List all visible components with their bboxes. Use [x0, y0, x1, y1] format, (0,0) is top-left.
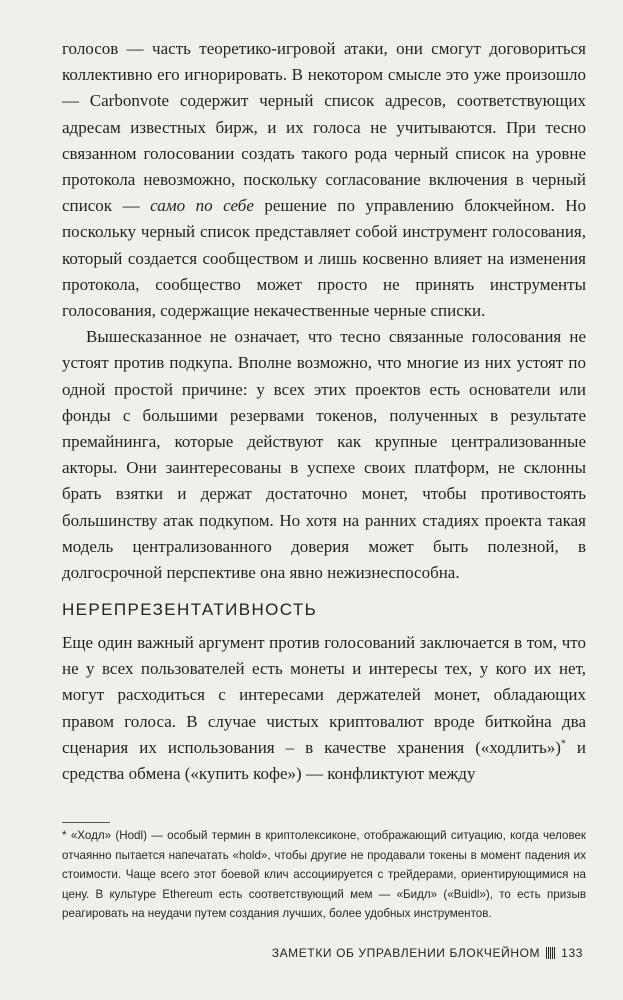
section-heading: НЕРЕПРЕЗЕНТАТИВНОСТЬ	[62, 600, 318, 619]
main-text	[62, 36, 586, 586]
section-body	[62, 630, 586, 787]
footer-divider-mark	[546, 947, 555, 959]
paragraph-1	[62, 36, 586, 324]
running-footer	[272, 946, 583, 960]
section-paragraph-start: Еще один важный аргумент против голосований заключается в том, что не у всех пользователей есть монеты и интересы тех, у кого их нет, могут расходиться с интересами держателей монет, обладающих правом голоса. В случае чистых криптовалют вроде биткойна два сценария их использования – в качестве хранения («ходлить»)	[62, 633, 586, 757]
paragraph-1-end: решение по управлению блокчейном. Но поскольку черный список представляет собой инструмент голосования, который создается сообществом и лишь косвенно влияет на изменения протокола, сообщество может просто не принять инструменты голосования, содержащие некачественные черные списки.	[62, 196, 587, 321]
footnote-divider	[62, 822, 110, 823]
page-number: 133	[561, 946, 583, 960]
paragraph-1-emphasis: само по себе	[150, 196, 254, 216]
section-paragraph	[62, 630, 586, 787]
paragraph-1-text: голосов — часть теоретико-игровой атаки, они смогут договориться коллективно его игнорировать. В некотором смысле это уже произошло — Carbonvote содержит черный список адресов, соответствующих адресам известных бирж, и их голоса не учитываются. При тесно связанном голосовании создать такого рода черный список на уровне протокола невозможно, поскольку согласование включения в черный список —	[62, 39, 586, 216]
paragraph-2: Вышесказанное не означает, что тесно связанные голосования не устоят против подкупа. Вполне возможно, что многие из них устоят по одной простой причине: у всех этих проектов есть основатели или фонды с большими резервами токенов, полученных в результате премайнинга, которые действуют как крупные централизованные акторы. Они заинтересованы в успехе своих платформ, не склонны брать взятки и держат достаточно монет, чтобы противостоять большинству атак подкупом. Но хотя на ранних стадиях проекта такая модель централизованного доверия может быть полезной, в долгосрочной перспективе она явно нежизнеспособна.	[62, 327, 586, 583]
footnote-text: * «Ходл» (Hodl) — особый термин в криптолексиконе, отображающий ситуацию, когда человек отчаянно пытается напечатать «hold», чтобы другие не продавали токены в момент падения их стоимости. Чаще всего этот боевой клич ассоциируется с трейдерами, ориентирующимися на цену. В культуре Ethereum есть соответствующий мем — «Бидл» («Buidl»), то есть призыв реагировать на неудачи путем создания лучших, более удобных инструментов.	[62, 829, 586, 921]
footnote	[62, 826, 586, 924]
section-paragraph-end: и средства обмена («купить кофе») — конфликтуют между	[62, 737, 586, 784]
footnote-marker: *	[560, 738, 566, 750]
running-footer-title: ЗАМЕТКИ ОБ УПРАВЛЕНИИ БЛОКЧЕЙНОМ	[271, 946, 541, 960]
